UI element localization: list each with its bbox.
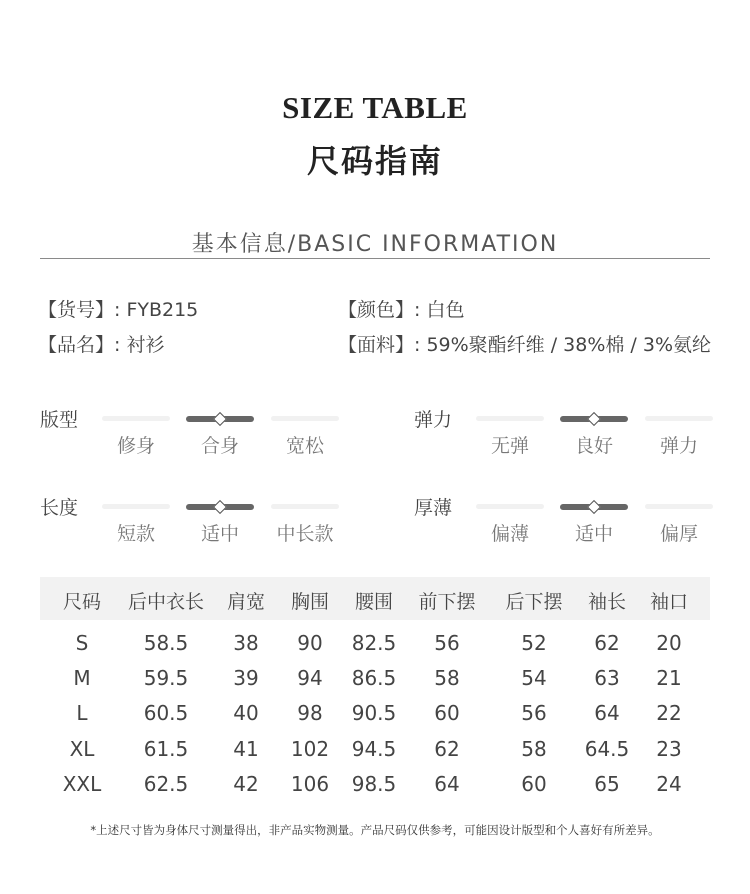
table-cell: 94 xyxy=(297,666,323,691)
table-cell: XXL xyxy=(62,771,102,796)
scale-segment xyxy=(476,504,544,509)
attribute-label: 长度 xyxy=(40,497,79,519)
item-number: 【货号】: FYB215 xyxy=(38,299,199,321)
table-cell: 63 xyxy=(594,666,620,691)
scale-option: 偏厚 xyxy=(659,523,698,545)
table-cell: 56 xyxy=(434,631,460,655)
selected-marker-icon xyxy=(213,412,227,426)
scale-option: 偏薄 xyxy=(490,523,529,545)
table-cell: 62.5 xyxy=(143,771,189,796)
section-title: 基本信息/BASIC INFORMATION xyxy=(191,232,559,257)
scale-segment xyxy=(476,416,544,421)
selected-marker-icon xyxy=(587,412,601,426)
table-header-cell: 胸围 xyxy=(290,591,329,613)
color-info: 【颜色】: 白色 xyxy=(338,299,465,321)
table-cell: 56 xyxy=(521,701,547,726)
table-cell: 58 xyxy=(521,736,547,761)
scale-option: 无弹 xyxy=(490,435,529,457)
table-cell: 38 xyxy=(233,631,259,655)
table-header-cell: 前下摆 xyxy=(418,591,476,613)
attribute-label: 厚薄 xyxy=(414,497,453,519)
scale-option: 修身 xyxy=(116,435,155,457)
table-cell: 41 xyxy=(233,736,259,761)
table-cell: 86.5 xyxy=(351,666,397,691)
footnote: *上述尺寸皆为身体尺寸测量得出，非产品实物测量。产品尺码仅供参考，可能因设计版型和个人喜好有所差异。 xyxy=(90,823,660,837)
selected-marker-icon xyxy=(587,500,601,514)
table-cell: 90.5 xyxy=(351,701,397,726)
table-cell: 21 xyxy=(656,666,682,691)
table-cell: XL xyxy=(69,736,95,761)
scale-option: 弹力 xyxy=(659,435,698,457)
scale-option: 适中 xyxy=(200,523,239,545)
table-cell: 90 xyxy=(297,631,323,655)
table-cell: 94.5 xyxy=(351,736,397,761)
table-header-cell: 腰围 xyxy=(354,591,393,613)
scale-option: 良好 xyxy=(574,435,613,457)
table-cell: 64 xyxy=(434,771,460,796)
table-cell: 82.5 xyxy=(351,631,397,655)
scale-segment xyxy=(186,416,254,422)
table-cell: 20 xyxy=(656,631,682,655)
table-cell: 22 xyxy=(656,701,682,726)
table-cell: 98.5 xyxy=(351,771,397,796)
scale-option: 中长款 xyxy=(276,523,334,545)
attribute-label: 弹力 xyxy=(414,409,453,431)
scale-option: 适中 xyxy=(574,523,613,545)
table-cell: L xyxy=(76,701,88,726)
table-cell: 61.5 xyxy=(143,736,189,761)
table-cell: 54 xyxy=(521,666,547,691)
table-cell: 58 xyxy=(434,666,460,691)
section-divider xyxy=(40,258,710,259)
table-cell: 64.5 xyxy=(584,736,630,761)
table-cell: 23 xyxy=(656,736,682,761)
table-cell: 102 xyxy=(290,736,330,761)
scale-segment xyxy=(102,416,170,421)
table-cell: 40 xyxy=(233,701,259,726)
scale-option: 宽松 xyxy=(285,435,324,457)
scale-segment xyxy=(560,504,628,510)
table-header-cell: 尺码 xyxy=(62,591,101,613)
attribute-label: 版型 xyxy=(40,409,79,431)
scale-segment xyxy=(102,504,170,509)
table-header-cell: 袖长 xyxy=(587,591,626,613)
table-cell: 58.5 xyxy=(143,631,189,655)
scale-segment xyxy=(560,416,628,422)
scale-segment xyxy=(271,504,339,509)
table-cell: 52 xyxy=(521,631,547,655)
table-header-cell: 后下摆 xyxy=(505,591,563,613)
table-cell: 60.5 xyxy=(143,701,189,726)
scale-option: 短款 xyxy=(116,523,155,545)
table-cell: 39 xyxy=(233,666,259,691)
table-cell: 62 xyxy=(434,736,460,761)
title-en: SIZE TABLE xyxy=(282,90,468,125)
table-cell: 98 xyxy=(297,701,323,726)
table-cell: S xyxy=(75,631,89,655)
product-name: 【品名】: 衬衫 xyxy=(38,334,165,356)
selected-marker-icon xyxy=(213,500,227,514)
table-cell: 106 xyxy=(290,771,330,796)
scale-segment xyxy=(186,504,254,510)
scale-segment xyxy=(645,504,713,509)
table-header-cell: 肩宽 xyxy=(226,591,265,613)
table-cell: 60 xyxy=(434,701,460,726)
table-header-cell: 袖口 xyxy=(649,591,688,613)
table-cell: 24 xyxy=(656,771,682,796)
scale-option: 合身 xyxy=(200,435,239,457)
table-cell: 60 xyxy=(521,771,547,796)
scale-segment xyxy=(271,416,339,421)
title-cn: 尺码指南 xyxy=(306,142,443,180)
table-header-cell: 后中衣长 xyxy=(127,591,204,613)
table-cell: M xyxy=(73,666,91,691)
table-cell: 62 xyxy=(594,631,620,655)
table-cell: 59.5 xyxy=(143,666,189,691)
scale-segment xyxy=(645,416,713,421)
table-cell: 42 xyxy=(233,771,259,796)
table-cell: 65 xyxy=(594,771,620,796)
fabric-info: 【面料】: 59%聚酯纤维 / 38%棉 / 3%氨纶 xyxy=(338,334,712,356)
table-cell: 64 xyxy=(594,701,620,726)
